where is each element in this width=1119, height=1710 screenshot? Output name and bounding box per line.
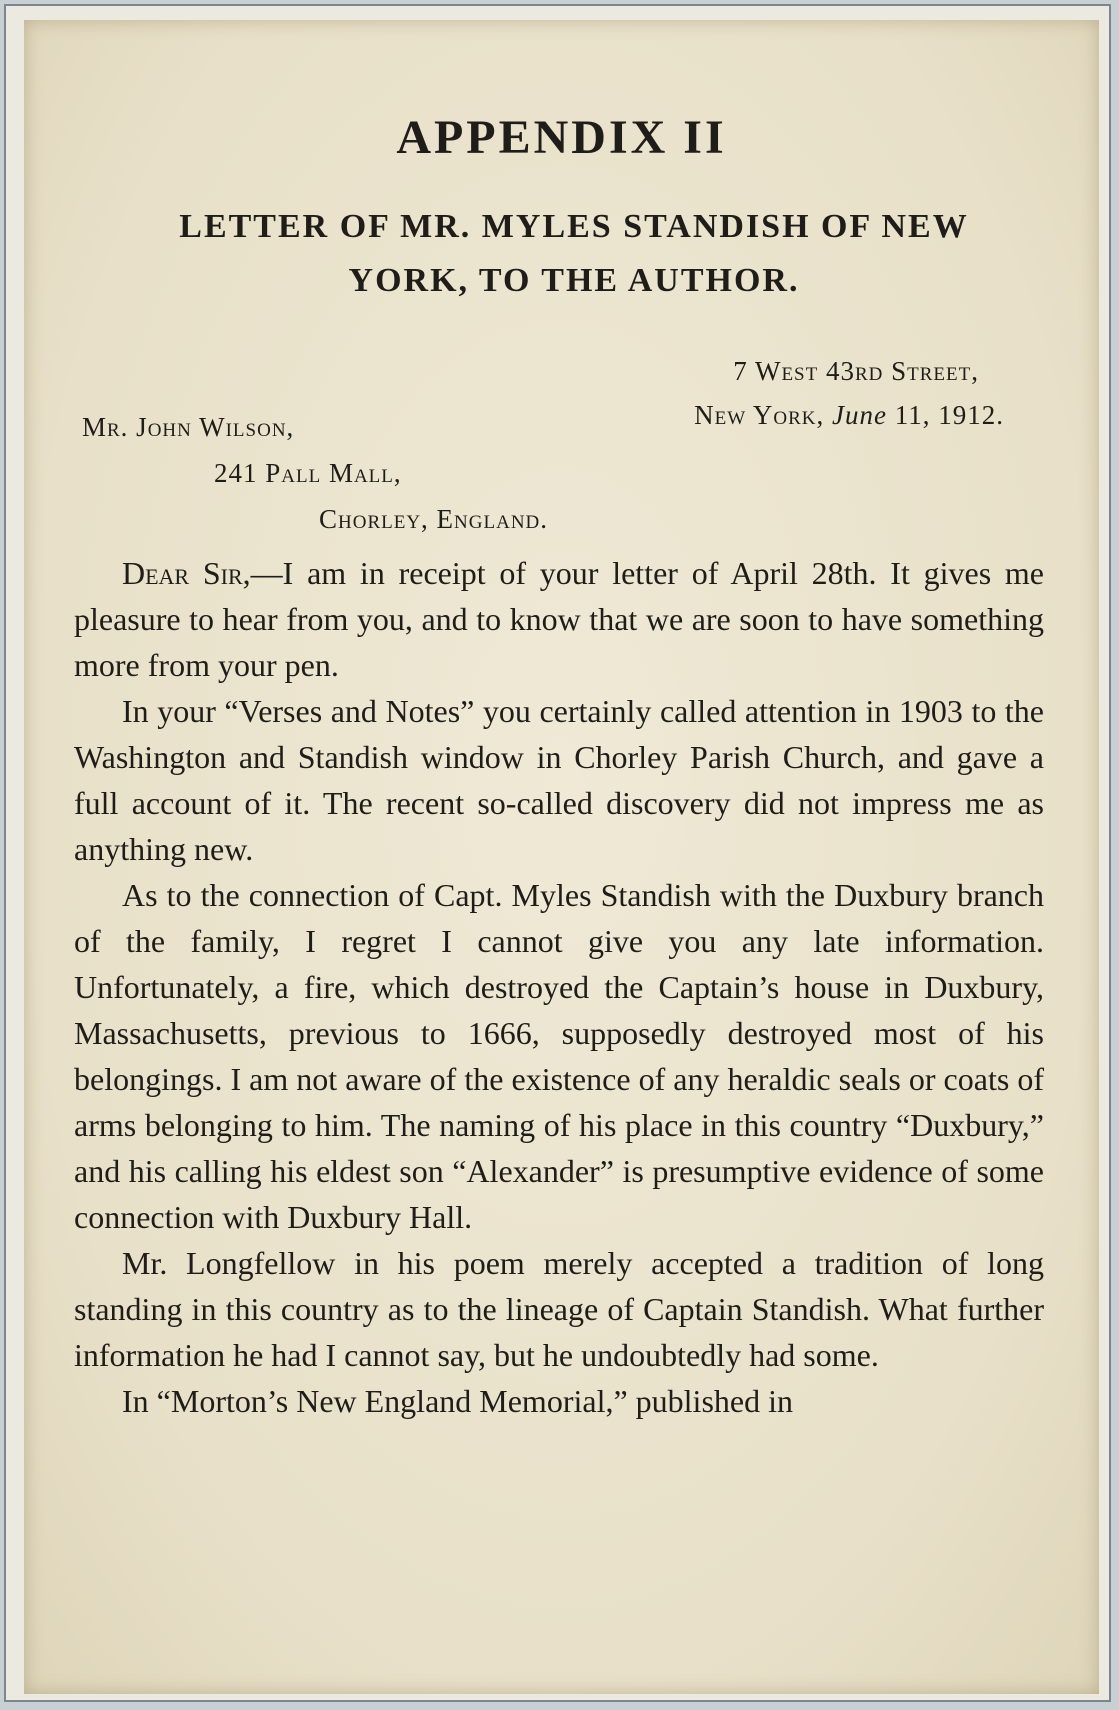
letter-date-month: June [832,400,887,430]
letter-date-day-year: 11, 1912. [894,400,1004,430]
paragraph-1 [74,550,1044,688]
paragraph-4: Mr. Longfellow in his poem merely accepted a tradition of long standing in this country as to the lineage of Captain Standish. What further information he had I cannot say, but he undoubtedly had some. [74,1245,1044,1373]
recipient-city: Chorley, England. [319,504,549,534]
paragraph-5: In “Morton’s New England Memorial,” published in [122,1383,793,1419]
sender-city: New York, [694,400,825,430]
paragraph-1-text: —I am in receipt of your letter of April 28th. It gives me pleasure to hear from you, and to know that we are soon to have something more from your pen. [74,555,1045,683]
recipient-street: 241 Pall Mall, [214,458,402,488]
page-title: APPENDIX II [396,111,727,164]
recipient-name: Mr. John Wilson, [82,412,295,442]
paragraph-3: As to the connection of Capt. Myles Standish with the Duxbury branch of the family, I regret I cannot give you any late information. Unfortunately, a fire, which destroyed the Captain’s house in Duxbury, Massachusetts, previous to 1666, supposedly destroyed most of his belongings. I am not aware of the existence of any heraldic seals or coats of arms belonging to him. The naming of his place in this country “Duxbury,” and his calling his eldest son “Alexander” is presumptive evidence of some connection with Duxbury Hall. [74,877,1044,1235]
document-page [24,20,1099,1694]
sender-address-line-2 [694,400,1004,431]
sender-street: 7 West 43rd Street, [733,356,979,386]
salutation: Dear Sir, [122,555,251,591]
letter-subtitle: LETTER OF MR. MYLES STANDISH OF NEW YORK, TO THE AUTHOR. [179,208,969,299]
paragraph-2: In your “Verses and Notes” you certainly called attention in 1903 to the Washington and Standish window in Chorley Parish Church, and gave a full account of it. The recent so-called discovery did not impress me as anything new. [74,693,1044,867]
page-frame [4,4,1111,1702]
sender-address-line-1 [733,356,979,387]
letter-body [74,550,1044,1424]
